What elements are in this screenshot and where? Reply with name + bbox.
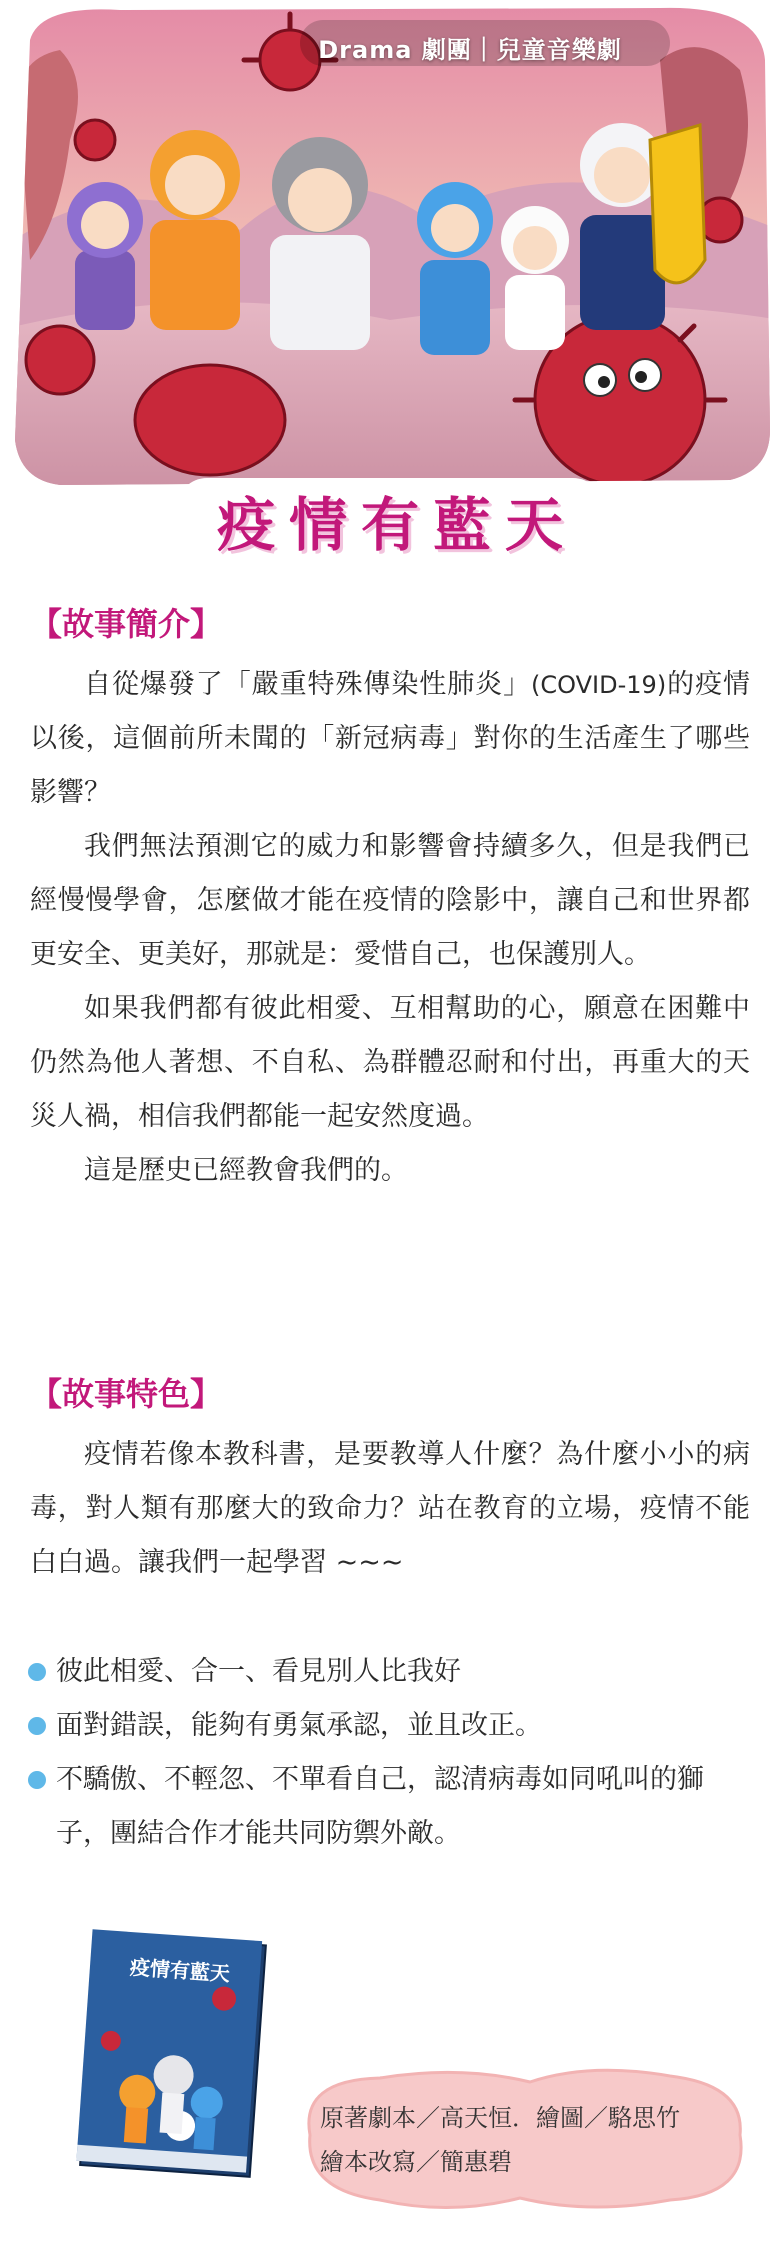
intro-section <box>30 600 750 1198</box>
features-bullet-list <box>28 1645 752 1861</box>
book-cover-title: 疫情有藍天 <box>129 1957 231 1986</box>
intro-paragraph-1 <box>30 658 750 820</box>
credits-line-1: 原著劇本／高天恒．繪圖／駱思竹 <box>320 2104 680 2132</box>
intro-paragraph-3: 如果我們都有彼此相愛、互相幫助的心，願意在困難中仍然為他人著想、不自私、為群體忍耐和付出，再重大的天災人禍，相信我們都能一起安然度過。 <box>30 993 750 1132</box>
bullet-dot-icon <box>28 1663 46 1681</box>
credits-badge <box>290 2060 760 2220</box>
features-section <box>30 1370 750 1590</box>
hero-tagline: Drama 劇團｜兒童音樂劇 <box>318 36 622 64</box>
book-cover-image <box>70 1925 270 2185</box>
intro-p1-b: 的疫情以後，這個前所未聞的「新冠病毒」對你的生活產生了哪些影響？ <box>30 669 751 808</box>
intro-paragraph-2: 我們無法預測它的威力和影響會持續多久，但是我們已經慢慢學會，怎麼做才能在疫情的陰影中，讓自己和世界都更安全、更美好，那就是：愛惜自己，也保護別人。 <box>30 831 750 970</box>
credits-line-2: 繪本改寫／簡惠碧 <box>320 2148 512 2176</box>
page-title: 疫情有藍天 <box>177 478 603 566</box>
credits-background-shape <box>290 2060 760 2220</box>
hero-artwork <box>0 0 780 520</box>
features-heading: 【故事特色】 <box>30 1375 223 1413</box>
intro-p1-a: 自從爆發了「嚴重特殊傳染性肺炎」 <box>84 669 532 700</box>
list-item: 彼此相愛、合一、看見別人比我好 <box>28 1645 752 1699</box>
features-paragraph: 疫情若像本教科書，是要教導人什麼？為什麼小小的病毒，對人類有那麼大的致命力？站在教育的立場，疫情不能白白過。讓我們一起學習 ~~~ <box>30 1439 750 1578</box>
intro-heading: 【故事簡介】 <box>30 605 223 643</box>
hero-illustration <box>0 0 780 520</box>
intro-p1-paren: (COVID-19) <box>531 671 667 699</box>
intro-paragraph-4: 這是歷史已經教會我們的。 <box>84 1155 408 1186</box>
book-cover-artwork <box>70 1925 270 2185</box>
bullet-dot-icon <box>28 1771 46 1789</box>
bullet-dot-icon <box>28 1717 46 1735</box>
list-item: 不驕傲、不輕忽、不單看自己，認清病毒如同吼叫的獅子，團結合作才能共同防禦外敵。 <box>28 1753 752 1861</box>
list-item: 面對錯誤，能夠有勇氣承認，並且改正。 <box>28 1699 752 1753</box>
title-area <box>0 478 780 566</box>
